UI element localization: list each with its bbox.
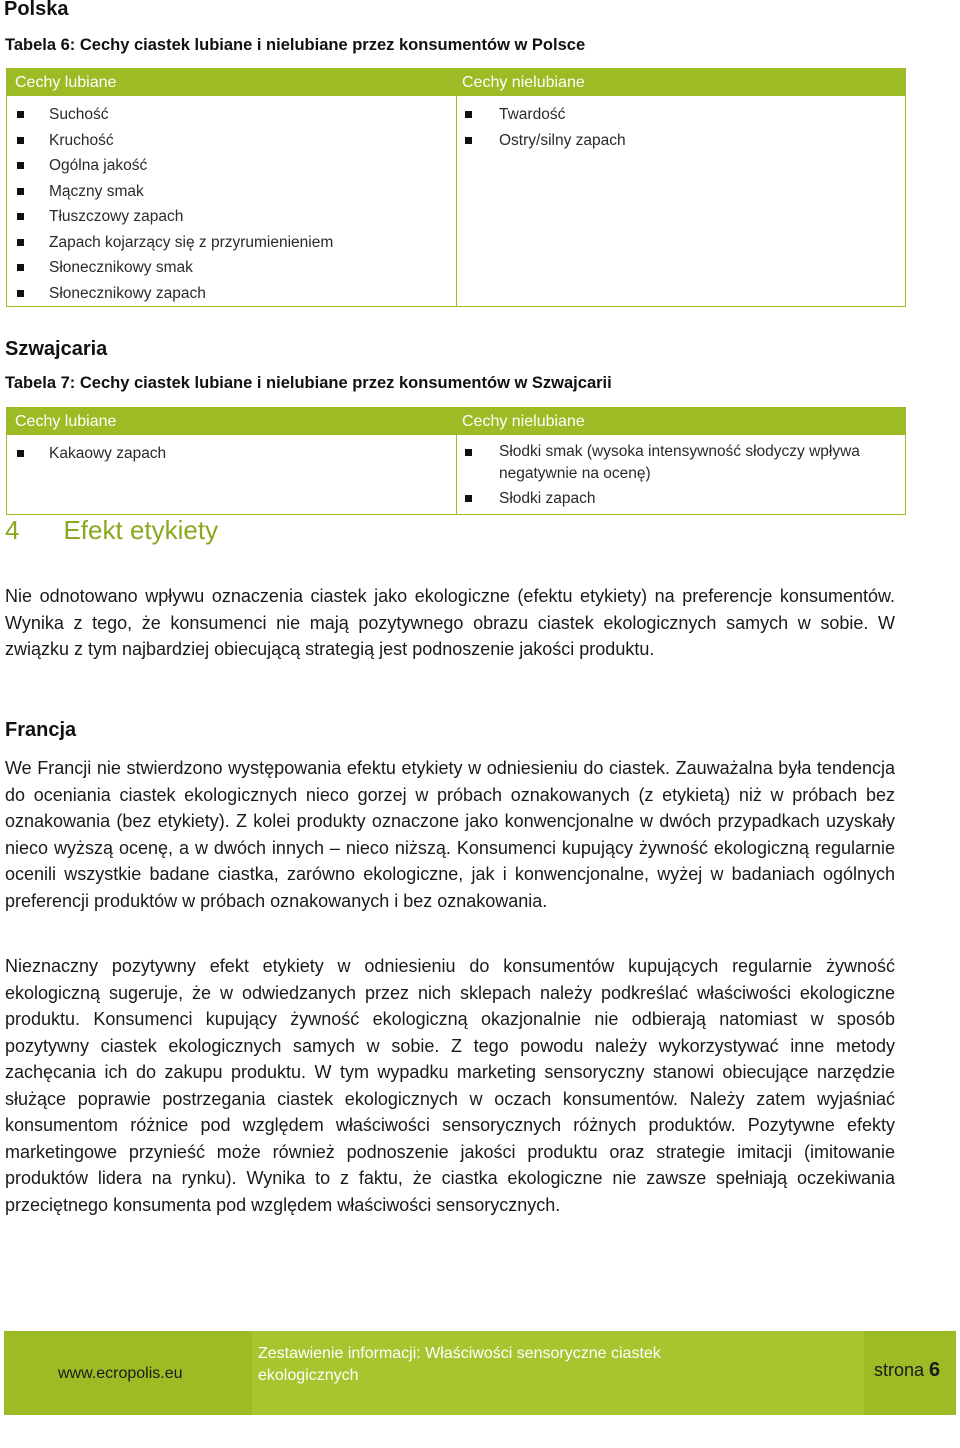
paragraph-francja-2: Nieznaczny pozytywny efekt etykiety w odniesieniu do konsumentów kupujących regularnie żywność ekologiczną sugeruje, że w odwiedzanych przez nich sklepach należy podkreślać właściwości ekologiczne produktu. Konsumenci kupujący żywność ekologiczną okazjonalnie nie odbierają natomiast w sposób pozytywny ciastek ekologicznych samych w sobie. Z tego powodu należy wykorzystywać inne metody zachęcania ich do zakupu produktu. W tym wypadku marketing sensoryczny stanowi obiecujące narzędzie służące poprawie postrzegania ciastek ekologicznych w oczach konsumentów. Należy zatem wyjaśniać konsumentom różnice pod względem właściwości sensorycznych różnych produktów. Pozytywne efekty marketingowe przynieść może również podnoszenie jakości produktu oraz strategie imitacji (imitowanie produktów lidera na rynku). Wynika to z faktu, że ciastka ekologiczne nie zawsze spełniają oczekiwania przeciętnego konsumenta pod względem właściwości sensorycznych. — [5, 956, 895, 1215]
table6-liked-column — [7, 96, 456, 306]
list-item: Ostry/silny zapach — [457, 128, 905, 154]
list-item: Kruchość — [7, 128, 456, 154]
list-item: Ogólna jakość — [7, 153, 456, 179]
list-item: Twardość — [457, 102, 905, 128]
bullet-icon — [17, 290, 24, 297]
table6-caption: Tabela 6: Cechy ciastek lubiane i nielubiane przez konsumentów w Polsce — [5, 36, 586, 54]
table6-disliked-header: Cechy nielubiane — [462, 74, 585, 91]
list-item: Kakaowy zapach — [7, 441, 456, 467]
table7-liked-header: Cechy lubiane — [15, 413, 117, 430]
list-item: Zapach kojarzący się z przyrumienieniem — [7, 230, 456, 256]
heading-szwajcaria: Szwajcaria — [5, 338, 108, 360]
footer-document-title: Zestawienie informacji: Właściwości sensoryczne ciastek ekologicznych — [258, 1345, 661, 1384]
bullet-icon — [465, 137, 472, 144]
bullet-icon — [17, 137, 24, 144]
table7-disliked-header: Cechy nielubiane — [462, 413, 585, 430]
footer-title-block — [252, 1331, 864, 1415]
table6-disliked-column — [456, 96, 905, 306]
table7-caption: Tabela 7: Cechy ciastek lubiane i nielubiane przez konsumentów w Szwajcarii — [5, 374, 612, 392]
section-number: 4 — [5, 515, 20, 545]
table7-disliked-column — [456, 435, 905, 514]
bullet-icon — [17, 239, 24, 246]
bullet-icon — [465, 495, 472, 502]
bullet-icon — [17, 111, 24, 118]
bullet-icon — [17, 162, 24, 169]
bullet-icon — [17, 264, 24, 271]
list-item: Słonecznikowy zapach — [7, 281, 456, 307]
table6-liked-header: Cechy lubiane — [15, 74, 117, 91]
heading-francja: Francja — [5, 719, 77, 741]
section-heading-efekt-etykiety — [5, 515, 218, 546]
bullet-icon — [465, 111, 472, 118]
paragraph-francja-1: We Francji nie stwierdzono występowania efektu etykiety w odniesieniu do ciastek. Zauważalna była tendencja do oceniania ciastek ekologicznych nieco gorzej w próbach oznakowanych (z etykietą) niż w próbach bez oznakowania (bez etykiety). Z kolei produkty oznaczone jako konwencjonalne w dwóch przypadkach uzyskały nieco wyższą ocenę, a w dwóch innych – nieco niższą. Konsumenci kupujący żywność ekologiczną regularnie ocenili wszystkie badane ciastka, zarówno ekologiczne, jak i konwencjonalne, wyżej w badaniach ogólnych preferencji produktów w próbach oznakowanych i bez oznakowania. — [5, 758, 895, 911]
list-item: Słodki smak (wysoka intensywność słodyczy wpływa negatywnie na ocenę) — [457, 441, 905, 486]
list-item: Mączny smak — [7, 179, 456, 205]
footer-page-number: strona 6 — [874, 1359, 941, 1381]
table7-header — [7, 408, 905, 435]
paragraph-effect: Nie odnotowano wpływu oznaczenia ciastek jako ekologiczne (efektu etykiety) na preferencje konsumentów. Wynika z tego, że konsumenci nie mają pozytywnego obrazu ciastek ekologicznych samych w sobie. W związku z tym najbardziej obiecującą strategią jest podnoszenie jakości produktu. — [5, 586, 895, 659]
bullet-icon — [17, 213, 24, 220]
list-item: Słonecznikowy smak — [7, 255, 456, 281]
table7 — [6, 407, 906, 515]
section-title: Efekt etykiety — [63, 515, 219, 545]
bullet-icon — [465, 449, 472, 456]
bullet-icon — [17, 188, 24, 195]
list-item: Słodki zapach — [457, 486, 905, 512]
table6 — [6, 68, 906, 307]
list-item: Tłuszczowy zapach — [7, 204, 456, 230]
table6-header — [7, 69, 905, 96]
heading-polska: Polska — [4, 0, 69, 20]
footer-left-block — [4, 1331, 252, 1415]
table7-liked-column — [7, 435, 456, 514]
list-item: Suchość — [7, 102, 456, 128]
bullet-icon — [17, 450, 24, 457]
page-footer — [4, 1331, 956, 1415]
footer-website-link[interactable]: www.ecropolis.eu — [58, 1365, 183, 1382]
